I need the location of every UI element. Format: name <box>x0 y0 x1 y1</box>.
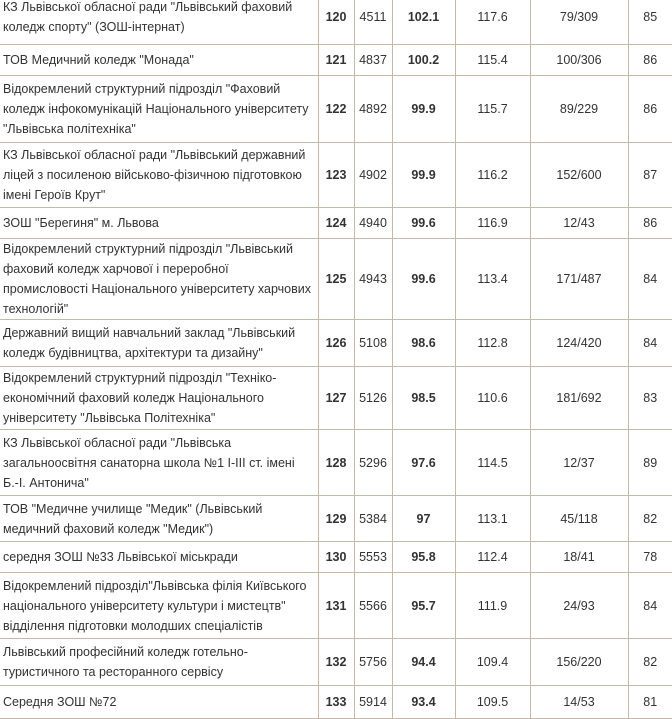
average-cell: 116.2 <box>455 143 530 208</box>
percent-cell: 78 <box>628 542 672 573</box>
rank-cell: 125 <box>318 239 354 320</box>
average-cell: 117.6 <box>455 0 530 45</box>
score-cell: 99.9 <box>392 76 455 143</box>
school-name: Відокремлений структурний підрозділ "Техніко-економічний фаховий коледж Національного університету "Львівська Політехніка" <box>0 367 318 430</box>
code-cell: 5384 <box>354 496 392 542</box>
table-row <box>0 367 672 430</box>
rank-cell: 132 <box>318 639 354 686</box>
table-row <box>0 143 672 208</box>
rank-cell: 131 <box>318 573 354 639</box>
code-cell: 4511 <box>354 0 392 45</box>
ratio-cell: 18/41 <box>530 542 628 573</box>
percent-cell: 86 <box>628 208 672 239</box>
table-row <box>0 639 672 686</box>
score-cell: 102.1 <box>392 0 455 45</box>
ratio-cell: 181/692 <box>530 367 628 430</box>
rank-cell: 129 <box>318 496 354 542</box>
code-cell: 5126 <box>354 367 392 430</box>
ratio-cell: 24/93 <box>530 573 628 639</box>
average-cell: 109.4 <box>455 639 530 686</box>
ratio-cell: 45/118 <box>530 496 628 542</box>
school-name: Відокремлений структурний підрозділ "Фаховий коледж інфокомунікацій Національного університету "Львівська політехніка" <box>0 76 318 143</box>
school-name: ТОВ Медичний коледж "Монада" <box>0 45 318 76</box>
percent-cell: 81 <box>628 686 672 719</box>
ratio-cell: 156/220 <box>530 639 628 686</box>
percent-cell: 87 <box>628 143 672 208</box>
percent-cell: 82 <box>628 496 672 542</box>
ratio-cell: 89/229 <box>530 76 628 143</box>
table-row <box>0 430 672 496</box>
rank-cell: 122 <box>318 76 354 143</box>
percent-cell: 83 <box>628 367 672 430</box>
percent-cell: 82 <box>628 639 672 686</box>
rank-cell: 126 <box>318 320 354 367</box>
table-row <box>0 76 672 143</box>
ratio-cell: 12/43 <box>530 208 628 239</box>
score-cell: 99.6 <box>392 208 455 239</box>
code-cell: 4902 <box>354 143 392 208</box>
score-cell: 94.4 <box>392 639 455 686</box>
score-cell: 100.2 <box>392 45 455 76</box>
school-name: Відокремлений структурний підрозділ "Львівський фаховий коледж харчової і переробної промисловості Національного університету харчових технологій" <box>0 239 318 320</box>
score-cell: 95.8 <box>392 542 455 573</box>
code-cell: 4892 <box>354 76 392 143</box>
ratio-cell: 171/487 <box>530 239 628 320</box>
rank-cell: 123 <box>318 143 354 208</box>
school-name: середня ЗОШ №33 Львівської міськради <box>0 542 318 573</box>
table-row <box>0 45 672 76</box>
table-row <box>0 0 672 45</box>
score-cell: 97 <box>392 496 455 542</box>
code-cell: 4837 <box>354 45 392 76</box>
percent-cell: 89 <box>628 430 672 496</box>
percent-cell: 85 <box>628 0 672 45</box>
score-cell: 99.6 <box>392 239 455 320</box>
rank-cell: 120 <box>318 0 354 45</box>
school-name: Державний вищий навчальний заклад "Львівський коледж будівництва, архітектури та дизайну" <box>0 320 318 367</box>
average-cell: 116.9 <box>455 208 530 239</box>
score-cell: 98.6 <box>392 320 455 367</box>
table-row <box>0 208 672 239</box>
score-cell: 93.4 <box>392 686 455 719</box>
percent-cell: 86 <box>628 76 672 143</box>
table-row <box>0 496 672 542</box>
school-name: ЗОШ "Берегиня" м. Львова <box>0 208 318 239</box>
school-name: КЗ Львівської обласної ради "Львівський фаховий коледж спорту" (ЗОШ-інтернат) <box>0 0 318 45</box>
school-name: КЗ Львівської обласної ради "Львівський державний ліцей з посиленою військово-фізичною підготовкою імені Героїв Крут" <box>0 143 318 208</box>
school-name: Середня ЗОШ №72 <box>0 686 318 719</box>
code-cell: 5553 <box>354 542 392 573</box>
rank-cell: 127 <box>318 367 354 430</box>
code-cell: 4940 <box>354 208 392 239</box>
average-cell: 112.8 <box>455 320 530 367</box>
average-cell: 109.5 <box>455 686 530 719</box>
rank-cell: 128 <box>318 430 354 496</box>
percent-cell: 86 <box>628 45 672 76</box>
average-cell: 115.7 <box>455 76 530 143</box>
score-cell: 98.5 <box>392 367 455 430</box>
school-name: Відокремлений підрозділ"Львівська філія Київського національного університету культури і мистецтв" відділення підготовки молодших спеціалістів <box>0 573 318 639</box>
rank-cell: 124 <box>318 208 354 239</box>
score-cell: 95.7 <box>392 573 455 639</box>
ratio-cell: 79/309 <box>530 0 628 45</box>
ratio-cell: 152/600 <box>530 143 628 208</box>
average-cell: 112.4 <box>455 542 530 573</box>
average-cell: 114.5 <box>455 430 530 496</box>
code-cell: 5914 <box>354 686 392 719</box>
table-row <box>0 239 672 320</box>
average-cell: 111.9 <box>455 573 530 639</box>
rank-cell: 133 <box>318 686 354 719</box>
percent-cell: 84 <box>628 320 672 367</box>
code-cell: 5566 <box>354 573 392 639</box>
ratio-cell: 124/420 <box>530 320 628 367</box>
code-cell: 5108 <box>354 320 392 367</box>
table-row <box>0 573 672 639</box>
score-cell: 99.9 <box>392 143 455 208</box>
code-cell: 5296 <box>354 430 392 496</box>
score-cell: 97.6 <box>392 430 455 496</box>
table-row <box>0 686 672 719</box>
average-cell: 113.4 <box>455 239 530 320</box>
percent-cell: 84 <box>628 573 672 639</box>
average-cell: 113.1 <box>455 496 530 542</box>
average-cell: 110.6 <box>455 367 530 430</box>
school-name: Львівський професійний коледж готельно-туристичного та ресторанного сервісу <box>0 639 318 686</box>
ratio-cell: 12/37 <box>530 430 628 496</box>
school-name: ТОВ "Медичне училище "Медик" (Львівський медичний фаховий коледж "Медик") <box>0 496 318 542</box>
code-cell: 4943 <box>354 239 392 320</box>
rank-cell: 130 <box>318 542 354 573</box>
table-row <box>0 320 672 367</box>
percent-cell: 84 <box>628 239 672 320</box>
average-cell: 115.4 <box>455 45 530 76</box>
ratio-cell: 14/53 <box>530 686 628 719</box>
code-cell: 5756 <box>354 639 392 686</box>
table-row <box>0 542 672 573</box>
school-name: КЗ Львівської обласної ради "Львівська загальноосвітня санаторна школа №1 І-ІІІ ст. імені Б.-І. Антонича" <box>0 430 318 496</box>
ratio-cell: 100/306 <box>530 45 628 76</box>
rank-cell: 121 <box>318 45 354 76</box>
